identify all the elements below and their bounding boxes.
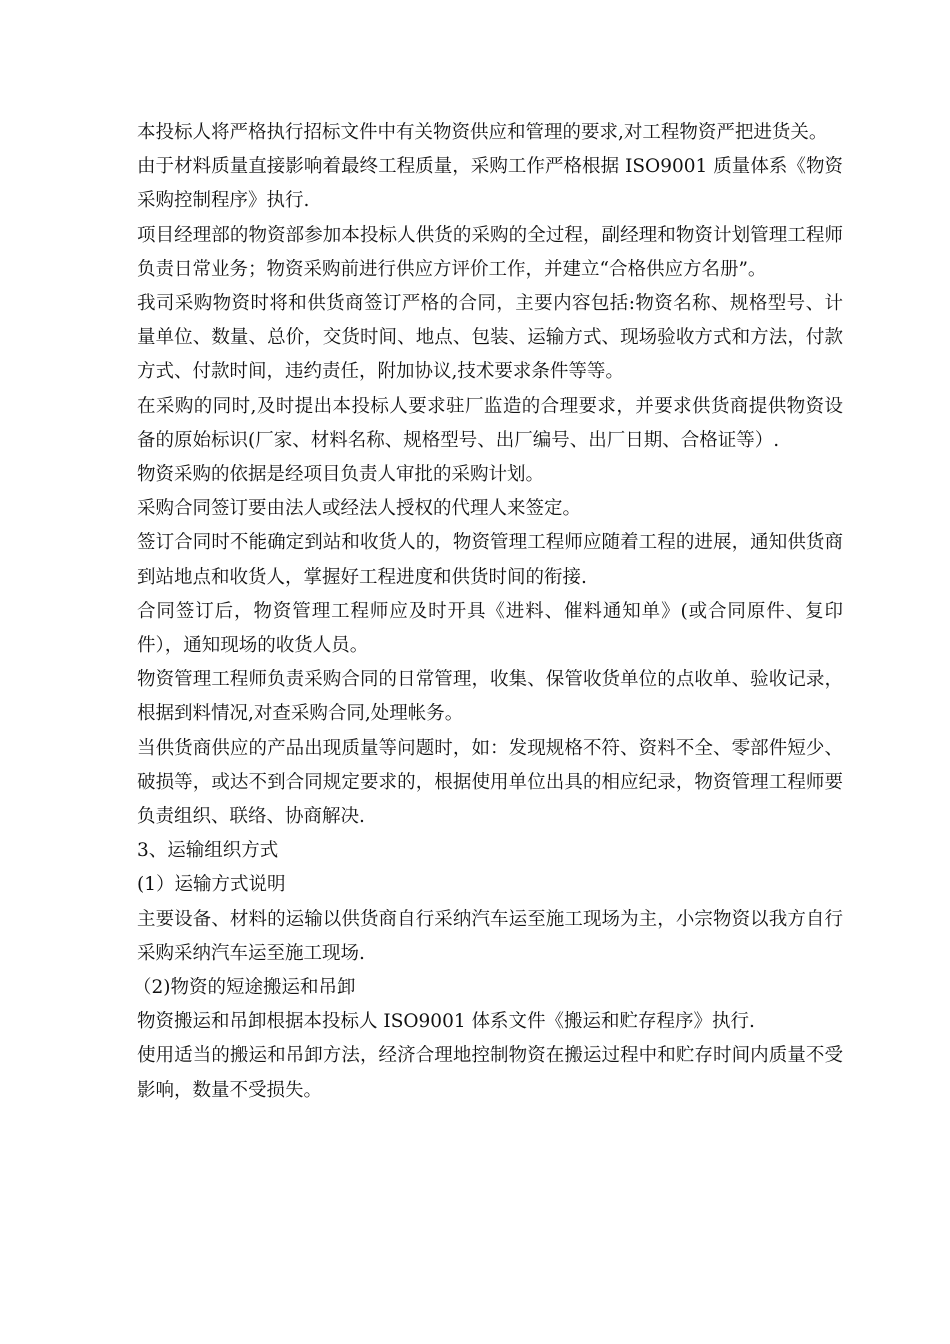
paragraph-3: 项目经理部的物资部参加本投标人供货的采购的全过程，副经理和物资计划管理工程师负责日常业务；物资采购前进行供应方评价工作，并建立“合格供应方名册”。 xyxy=(137,224,843,280)
paragraph-2: 由于材料质量直接影响着最终工程质量，采购工作严格根据 ISO9001 质量体系《物资采购控制程序》执行. xyxy=(137,156,843,212)
document-body xyxy=(133,116,843,1108)
paragraph-8: 签订合同时不能确定到站和收货人的，物资管理工程师应随着工程的进展，通知供货商到站地点和收货人，掌握好工程进度和供货时间的衔接. xyxy=(137,532,843,588)
subheading-transport-method: (1）运输方式说明 xyxy=(137,874,286,896)
section-heading-transport: 3、运输组织方式 xyxy=(137,840,279,862)
paragraph-7: 采购合同签订要由法人或经法人授权的代理人来签定。 xyxy=(137,498,582,520)
subheading-handling: （2)物资的短途搬运和吊卸 xyxy=(133,977,356,999)
paragraph-5: 在采购的同时,及时提出本投标人要求驻厂监造的合理要求，并要求供货商提供物资设备的原始标识(厂家、材料名称、规格型号、出厂编号、出厂日期、合格证等）. xyxy=(137,395,843,451)
paragraph-11: 当供货商供应的产品出现质量等问题时，如：发现规格不符、资料不全、零部件短少、破损等，或达不到合同规定要求的，根据使用单位出具的相应纪录，物资管理工程师要负责组织、联络、协商解决. xyxy=(137,737,843,828)
paragraph-12: 主要设备、材料的运输以供货商自行采纳汽车运至施工现场为主，小宗物资以我方自行采购采纳汽车运至施工现场. xyxy=(137,908,843,964)
paragraph-13: 物资搬运和吊卸根据本投标人 ISO9001 体系文件《搬运和贮存程序》执行. xyxy=(137,1011,755,1033)
paragraph-1: 本投标人将严格执行招标文件中有关物资供应和管理的要求,对工程物资严把进货关。 xyxy=(137,122,828,143)
paragraph-10: 物资管理工程师负责采购合同的日常管理，收集、保管收货单位的点收单、验收记录，根据到料情况,对查采购合同,处理帐务。 xyxy=(137,669,843,725)
paragraph-9: 合同签订后，物资管理工程师应及时开具《进料、催料通知单》(或合同原件、复印件），通知现场的收货人员。 xyxy=(137,600,843,657)
paragraph-6: 物资采购的依据是经项目负责人审批的采购计划。 xyxy=(137,464,545,486)
paragraph-14: 使用适当的搬运和吊卸方法，经济合理地控制物资在搬运过程中和贮存时间内质量不受影响，数量不受损失。 xyxy=(137,1045,843,1101)
paragraph-4: 我司采购物资时将和供货商签订严格的合同，主要内容包括:物资名称、规格型号、计量单位、数量、总价，交货时间、地点、包装、运输方式、现场验收方式和方法，付款方式、付款时间，违约责任，附加协议,技术要求条件等等。 xyxy=(137,293,843,383)
